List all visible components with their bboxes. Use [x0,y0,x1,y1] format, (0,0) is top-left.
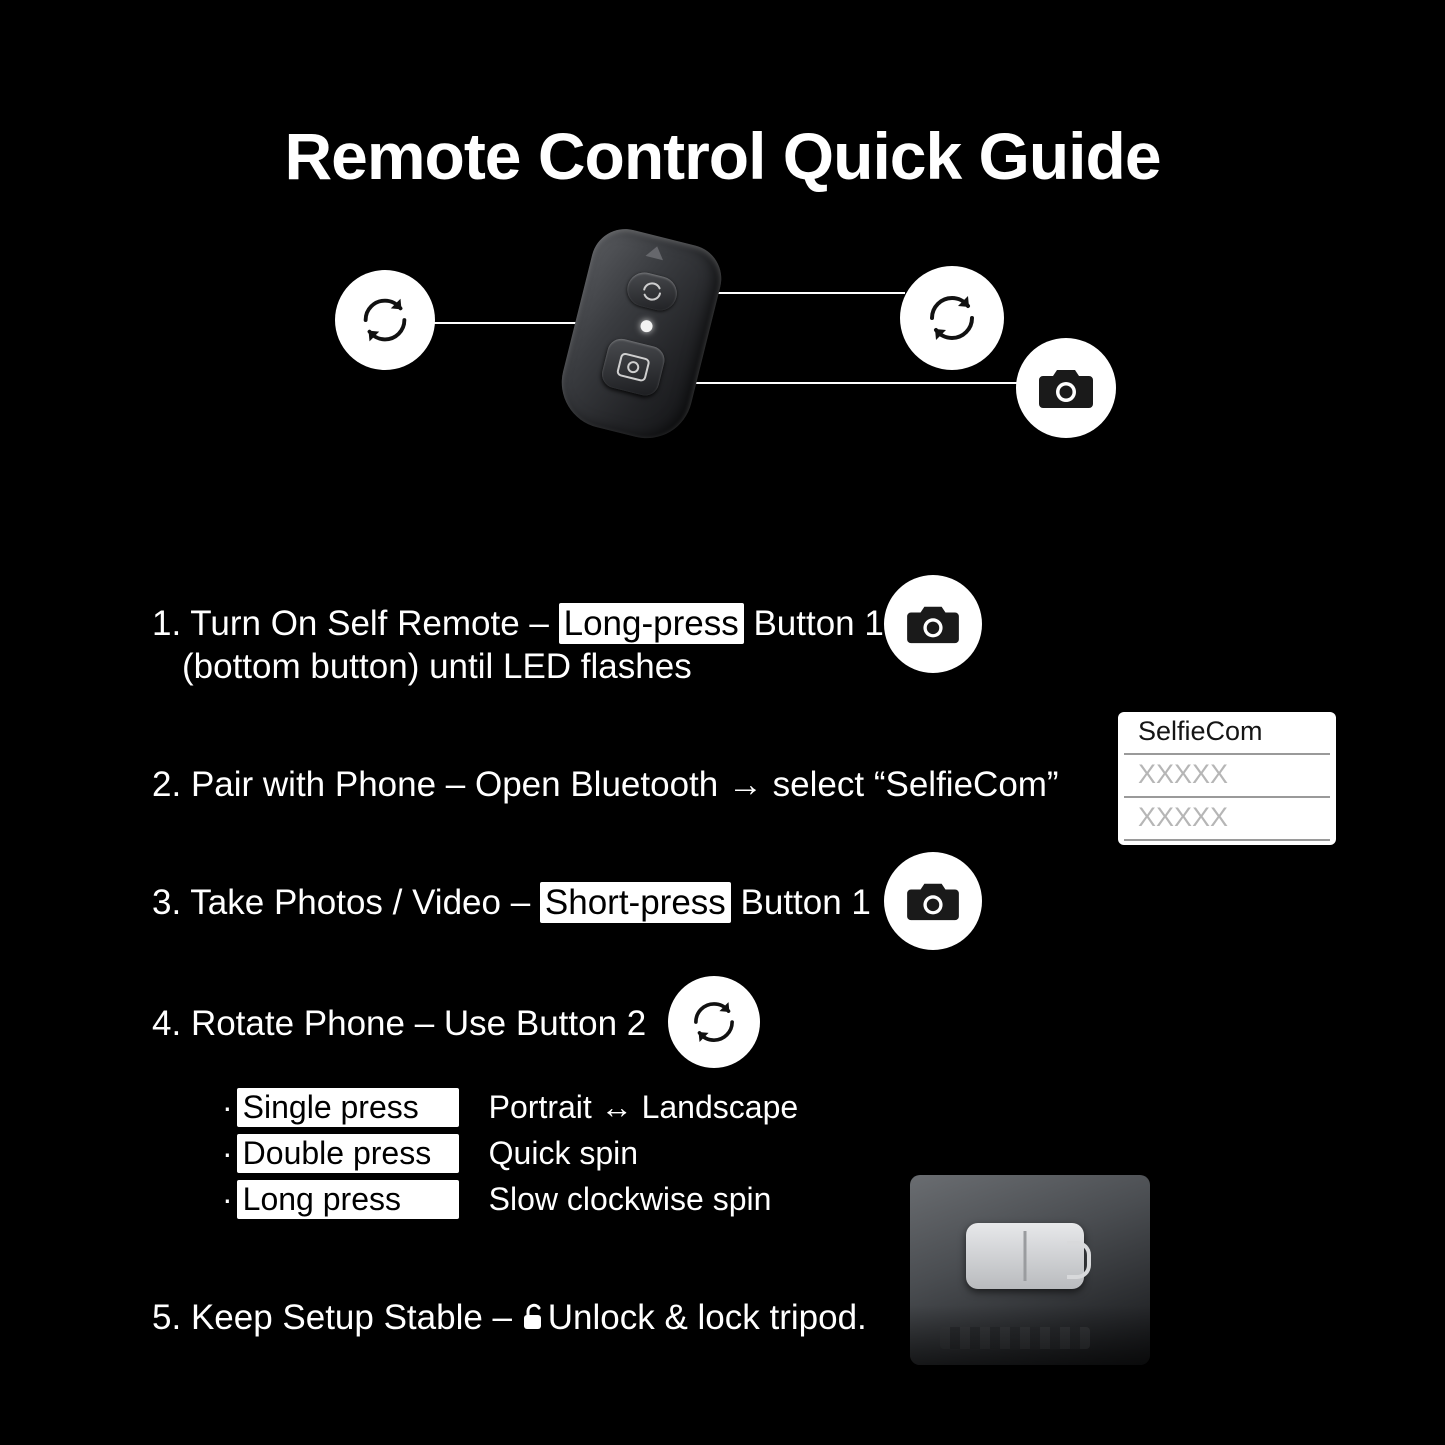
rotate-icon [636,276,668,308]
rotate-icon [920,286,984,350]
rotate-option-long-action: Long press [237,1180,459,1219]
step-3-highlight: Short-press [540,882,731,923]
rotate-option-single-action: Single press [237,1088,459,1127]
step-5-text-pre: Keep Setup Stable – [190,1298,522,1337]
step-2 [152,764,1059,807]
step-3-camera-badge [884,852,982,950]
step-4-number: 4. [152,1004,182,1043]
rotate-icon-badge-right [900,266,1004,370]
rotate-option-double-result: Quick spin [488,1135,639,1171]
rotate-option-double [222,1134,638,1173]
step-3 [152,882,871,925]
rotate-option-single-result: Portrait ↔ Landscape [488,1089,799,1125]
bluetooth-row-selfiecom[interactable]: SelfieCom [1124,712,1330,755]
led-indicator [639,319,654,334]
selfie-remote [532,218,748,463]
step-5-number: 5. [152,1298,182,1337]
step-1-camera-badge [884,575,982,673]
step-4 [152,1003,646,1046]
rotate-button-2[interactable] [624,269,681,314]
rotate-option-double-action: Double press [237,1134,459,1173]
tripod-clamp [966,1223,1084,1289]
tripod-clamp-photo [910,1175,1150,1365]
step-1-text-post: Button 1 [743,604,884,643]
camera-icon [905,878,961,924]
bullet: · [222,1181,233,1217]
page-title: Remote Control Quick Guide [284,119,1161,193]
triangle-marker-icon [646,244,666,260]
step-4-text: Rotate Phone – Use Button 2 [190,1004,647,1043]
step-3-text-post: Button 1 [730,883,871,922]
bullet: · [222,1089,233,1125]
step-5-text-post: Unlock & lock tripod. [547,1298,867,1337]
device-diagram [300,230,1160,470]
rotate-option-long [222,1180,771,1219]
step-1-number: 1. [152,604,182,643]
camera-icon [1037,364,1095,412]
step-1-line2: (bottom button) until LED flashes [182,646,692,686]
step-5 [152,1297,867,1343]
rotate-icon-badge-left [335,270,435,370]
photo-shadow [910,1305,1150,1365]
bluetooth-row-other-2[interactable]: XXXXX [1124,798,1330,841]
clamp-lip [1067,1241,1091,1279]
rotate-icon [685,993,743,1051]
camera-icon [616,352,651,383]
step-2-text: Pair with Phone – Open Bluetooth → select “SelfieCom” [190,765,1059,804]
step-1-text-pre: Turn On Self Remote – [190,604,559,643]
shutter-button-1[interactable] [599,336,667,399]
remote-body [552,222,728,448]
leader-line-right-bottom [678,382,1020,384]
step-3-number: 3. [152,883,182,922]
camera-icon [905,601,961,647]
rotate-icon [354,289,416,351]
camera-icon-badge [1016,338,1116,438]
unlock-icon [522,1300,548,1343]
rotate-option-single [222,1088,798,1127]
bluetooth-device-list[interactable] [1118,712,1336,845]
step-4-rotate-badge [668,976,760,1068]
step-2-number: 2. [152,765,182,804]
rotate-option-long-result: Slow clockwise spin [488,1181,772,1217]
bullet: · [222,1135,233,1171]
step-3-text-pre: Take Photos / Video – [190,883,540,922]
step-1 [152,603,884,688]
bluetooth-row-other-1[interactable]: XXXXX [1124,755,1330,798]
step-1-highlight: Long-press [559,603,744,644]
